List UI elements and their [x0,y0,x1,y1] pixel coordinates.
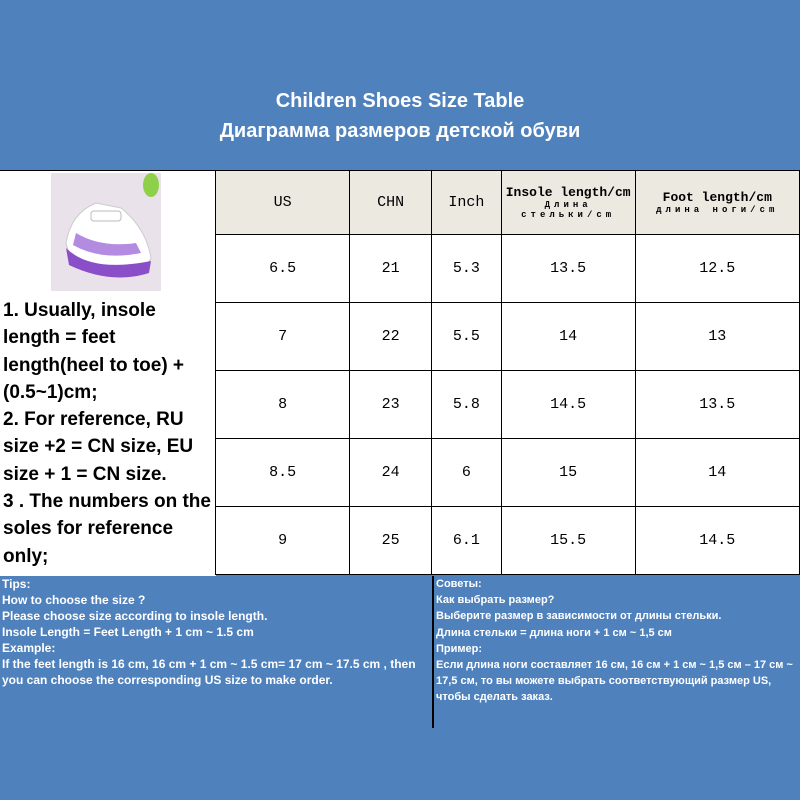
cell-us: 9 [216,507,350,575]
note-3: 3 . The numbers on the soles for reference only; [3,491,211,567]
header-inch: Inch [432,171,502,235]
cell-us: 6.5 [216,235,350,303]
header-foot [635,171,799,235]
cell-chn: 24 [350,439,432,507]
cell-us: 8 [216,371,350,439]
table-header-row [216,171,800,235]
cell-foot: 12.5 [635,235,799,303]
tip-line: Пример: [436,642,483,655]
cell-insole: 15.5 [501,507,635,575]
tips-russian [432,576,800,728]
header-foot-ru: длина ноги/cm [656,205,779,215]
cell-chn: 23 [350,371,432,439]
table-row [216,235,800,303]
table-row [216,371,800,439]
cell-chn: 25 [350,507,432,575]
cell-chn: 21 [350,235,432,303]
cell-foot: 13 [635,303,799,371]
tip-line: Если длина ноги составляет 16 см, 16 см + 1 см ~ 1,5 см – 17 см ~ 17,5 см, то вы можете выбрать соответствующий размер US, чтобы сделать заказ. [436,659,793,704]
title-english: Children Shoes Size Table [275,90,525,112]
size-table [215,170,800,575]
tip-line: Tips: [2,577,31,591]
tips-english [0,576,432,728]
tip-line: If the feet length is 16 cm, 16 cm + 1 cm ~ 1.5 cm= 17 cm ~ 17.5 cm , then you can choose the corresponding US size to make order. [2,657,416,687]
header-us: US [216,171,350,235]
cell-foot: 13.5 [635,371,799,439]
header-foot-en: Foot length/cm [662,190,772,205]
tip-line: Советы: [436,578,482,590]
tip-line: Insole Length = Feet Length + 1 cm ~ 1.5 cm [2,625,254,639]
tip-line: Выберите размер в зависимости от длины стельки. [436,610,722,623]
notes-panel [0,170,216,576]
cell-inch: 5.3 [432,235,502,303]
table-row [216,439,800,507]
table-row [216,303,800,371]
note-1: 1. Usually, insole length = feet length(heel to toe) + (0.5~1)cm; [3,300,185,403]
shoe-image [51,173,161,291]
cell-insole: 14 [501,303,635,371]
header-insole-ru: Длина стельки/cm [521,200,616,220]
header-insole-en: Insole length/cm [505,185,631,200]
cell-us: 7 [216,303,350,371]
cell-foot: 14 [635,439,799,507]
tip-line: Длина стельки = длина ноги + 1 см ~ 1,5 см [436,626,672,639]
cell-us: 8.5 [216,439,350,507]
cell-foot: 14.5 [635,507,799,575]
tip-line: Example: [2,641,56,655]
cell-insole: 13.5 [501,235,635,303]
tip-line: How to choose the size ? [2,593,146,607]
title-russian: Диаграмма размеров детской обуви [219,120,581,142]
header-insole [501,171,635,235]
header-chn: CHN [350,171,432,235]
tip-line: Please choose size according to insole length. [2,609,268,623]
cell-insole: 14.5 [501,371,635,439]
cell-inch: 6 [432,439,502,507]
cell-inch: 5.8 [432,371,502,439]
cell-inch: 5.5 [432,303,502,371]
note-2: 2. For reference, RU size +2 = CN size, EU size + 1 = CN size. [3,409,194,485]
table-row [216,507,800,575]
cell-insole: 15 [501,439,635,507]
cell-inch: 6.1 [432,507,502,575]
tip-line: Как выбрать размер? [436,594,555,607]
cell-chn: 22 [350,303,432,371]
